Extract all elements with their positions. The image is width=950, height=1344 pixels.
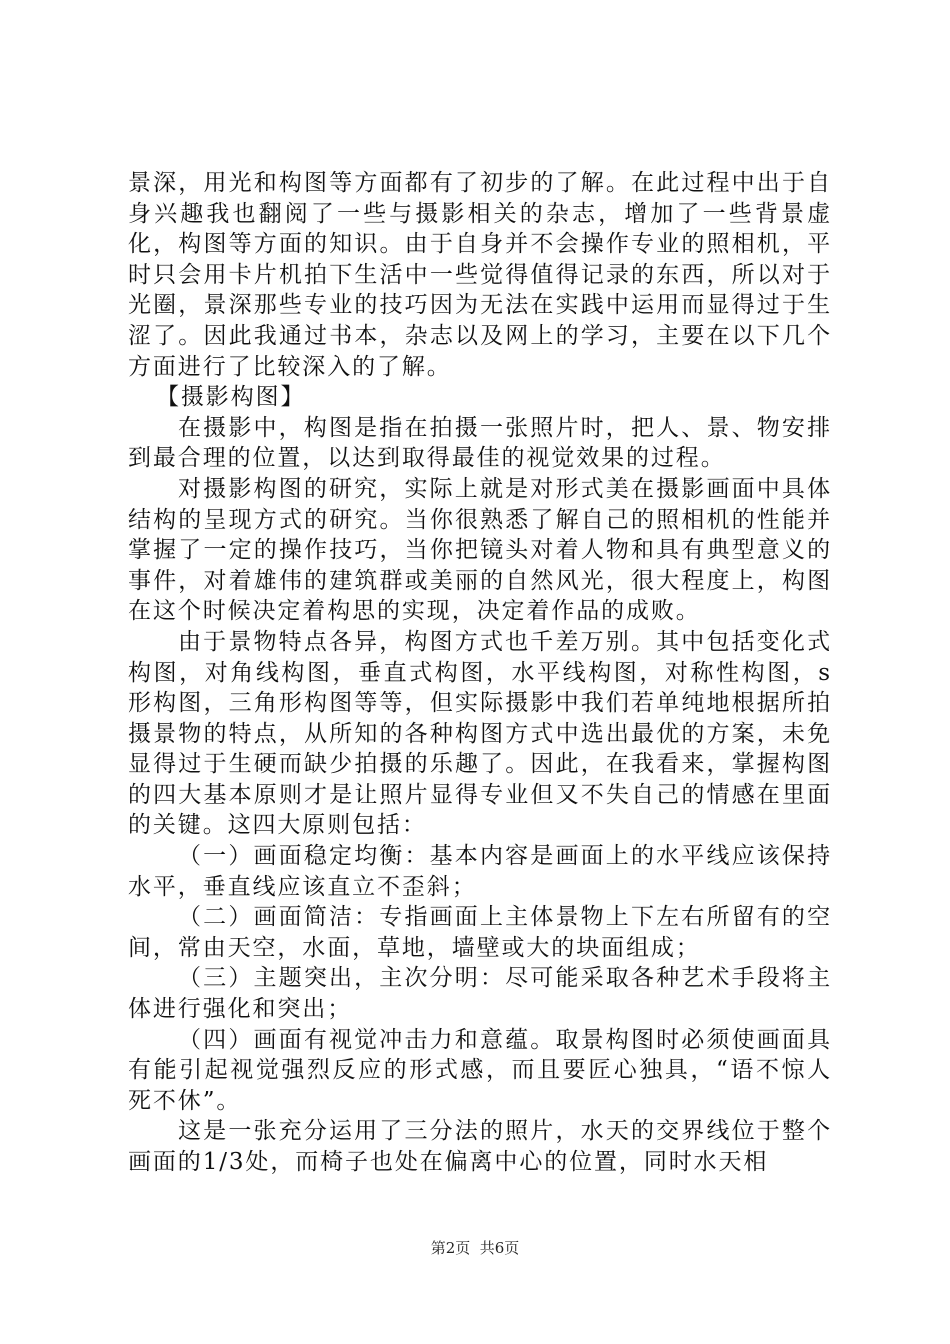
principle-item-4: （四）画面有视觉冲击力和意蕴。取景构图时必须使画面具有能引起视觉强烈反应的形式感，而且要匠心独具，“语不惊人死不休”。 [128,1026,832,1114]
principle-item-3: （三）主题突出，主次分明：尽可能采取各种艺术手段将主体进行强化和突出； [128,965,832,1023]
section-heading-photo-composition: 【摄影构图】 [156,384,306,411]
document-body [128,168,832,1178]
paragraph-composition-definition: 在摄影中，构图是指在拍摄一张照片时，把人、景、物安排到最合理的位置，以达到取得最佳的视觉效果的过程。 [128,414,832,472]
page-footer [0,1238,950,1258]
paragraph-rule-of-thirds: 这是一张充分运用了三分法的照片，水天的交界线位于整个画面的1/3处，而椅子也处在偏离中心的位置，同时水天相 [128,1118,832,1175]
principle-item-1: （一）画面稳定均衡：基本内容是画面上的水平线应该保持水平，垂直线应该直立不歪斜； [128,843,832,900]
paragraph-composition-research: 对摄影构图的研究，实际上就是对形式美在摄影画面中具体结构的呈现方式的研究。当你很熟悉了解自己的照相机的性能并掌握了一定的操作技巧，当你把镜头对着人物和具有典型意义的事件，对着雄伟的建筑群或美丽的自然风光，很大程度上，构图在这个时候决定着构思的实现，决定着作品的成败。 [128,475,832,625]
paragraph-composition-types: 由于景物特点各异，构图方式也千差万别。其中包括变化式构图，对角线构图，垂直式构图，水平线构图，对称性构图，s形构图，三角形构图等等，但实际摄影中我们若单纯地根据所拍摄景物的特点，从所知的各种构图方式中选出最优的方案，未免显得过于生硬而缺少拍摄的乐趣了。因此，在我看来，掌握构图的四大基本原则才是让照片显得专业但又不失自己的情感在里面的关键。这四大原则包括： [128,628,832,839]
page-number-label: 第2页 共6页 [430,1239,520,1257]
paragraph-intro-continued: 景深，用光和构图等方面都有了初步的了解。在此过程中出于自身兴趣我也翻阅了一些与摄影相关的杂志，增加了一些背景虚化，构图等方面的知识。由于自身并不会操作专业的照相机，平时只会用卡片机拍下生活中一些觉得值得记录的东西，所以对于光圈，景深那些专业的技巧因为无法在实践中运用而显得过于生涩了。因此我通过书本，杂志以及网上的学习，主要在以下几个方面进行了比较深入的了解。 [128,170,832,380]
principle-item-2: （二）画面简洁：专指画面上主体景物上下左右所留有的空间，常由天空，水面，草地，墙壁或大的块面组成； [128,904,832,961]
